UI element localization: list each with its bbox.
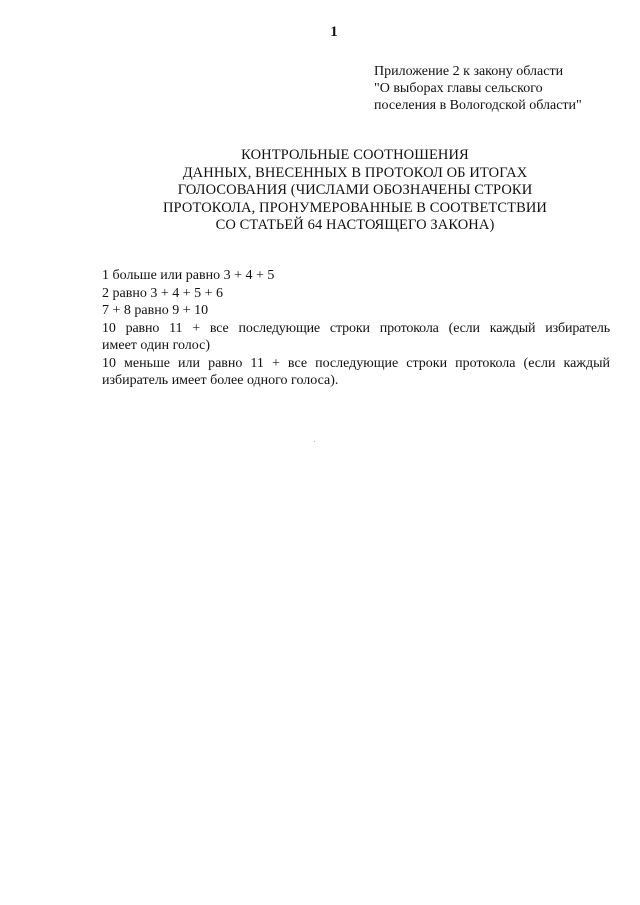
appendix-line: "О выборах главы сельского [374, 81, 543, 96]
title-line: КОНТРОЛЬНЫЕ СООТНОШЕНИЯ [241, 147, 469, 163]
title-line: ПРОТОКОЛА, ПРОНУМЕРОВАННЫЕ В СООТВЕТСТВИИ [162, 199, 548, 216]
document-title [100, 147, 610, 235]
ratio-line: избиратель имеет более одного голоса). [102, 373, 339, 388]
ratio-line: 2 равно 3 + 4 + 5 + 6 [102, 285, 224, 301]
ratio-line: имеет один голос) [102, 338, 211, 353]
title-line: ГОЛОСОВАНИЯ (ЧИСЛАМИ ОБОЗНАЧЕНЫ СТРОКИ [177, 182, 533, 198]
appendix-line: Приложение 2 к закону области [374, 64, 564, 79]
scan-speck [314, 441, 315, 442]
ratio-line: 1 больше или равно 3 + 4 + 5 [102, 268, 275, 283]
appendix-line: поселения в Вологодской области" [374, 98, 582, 113]
ratio-line: 10 равно 11 + все последующие строки протокола (если каждый избиратель [102, 320, 610, 336]
title-line: ДАННЫХ, ВНЕСЕННЫХ В ПРОТОКОЛ ОБ ИТОГАХ [182, 164, 528, 181]
appendix-reference [374, 63, 634, 114]
control-ratios-list [102, 267, 610, 390]
title-line: СО СТАТЬЕЙ 64 НАСТОЯЩЕГО ЗАКОНА) [215, 217, 495, 233]
ratio-line: 10 меньше или равно 11 + все последующие строки протокола (если каждый [102, 355, 610, 371]
ratio-line: 7 + 8 равно 9 + 10 [102, 303, 209, 318]
page-number: 1 [330, 24, 338, 40]
